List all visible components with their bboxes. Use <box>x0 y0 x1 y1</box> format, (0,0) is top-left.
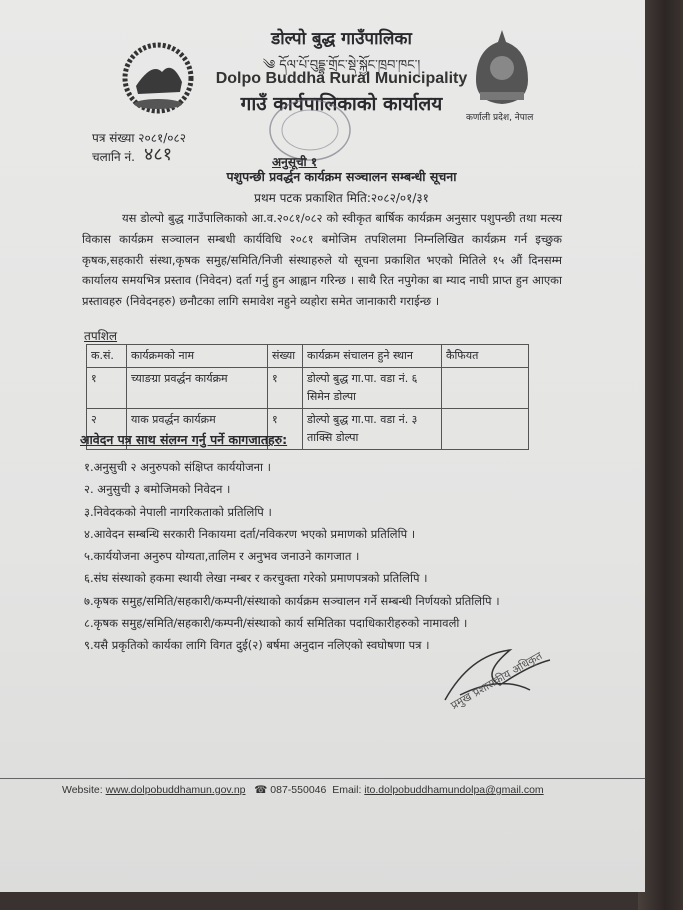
cell-remarks <box>442 409 529 450</box>
publish-date: प्रथम पटक प्रकाशित मिति:२०८२/०१/३१ <box>254 191 429 205</box>
list-item: ८.कृषक समुह/समिति/सहकारी/कम्पनी/संस्थाको कार्य समितिका पदाधिकारीहरुको नामावली । <box>84 616 468 631</box>
website-label: Website: <box>62 784 103 796</box>
footer-divider <box>0 778 645 779</box>
documents-heading: आवेदन पत्र साथ संलग्न गर्नु पर्ने कागजातहरु: <box>80 432 288 447</box>
list-item: ७.कृषक समुह/समिति/सहकारी/कम्पनी/संस्थाको कार्यक्रम सञ्चालन गर्ने सम्बन्धी निर्णयको प्रतिलिपि । <box>84 593 500 608</box>
cell-location: डोल्पो बुद्ध गा.पा. वडा नं. ६ सिमेन डोल्पा <box>303 368 442 409</box>
col-header-sn: क.सं. <box>87 345 127 368</box>
dispatch-number-label: चलानि नं. <box>92 150 135 164</box>
cell-program: च्याङग्रा प्रवर्द्धन कार्यक्रम <box>127 368 268 409</box>
details-label: तपशिल <box>84 329 118 343</box>
col-header-remarks: कैफियत <box>442 345 529 368</box>
email-link[interactable]: ito.dolpobuddhamundolpa@gmail.com <box>364 784 544 796</box>
list-item: ५.कार्ययोजना अनुरुप योग्यता,तालिम र अनुभव जनाउने कागजात । <box>84 549 360 564</box>
title-english: Dolpo Buddha Rural Municipality <box>215 70 468 87</box>
province-caption: कर्णाली प्रदेश, नेपाल <box>466 113 534 123</box>
cell-location: डोल्पो बुद्ध गा.पा. वडा नं. ३ ताक्सि डोल्पा <box>303 409 442 450</box>
cell-program: याक प्रवर्द्धन कार्यक्रम <box>127 409 268 450</box>
col-header-location: कार्यक्रम संचालन हुने स्थान <box>303 345 442 368</box>
cell-sn: २ <box>87 409 127 450</box>
municipality-logo-icon <box>472 28 532 108</box>
email-label: Email: <box>332 784 362 796</box>
list-item: ४.आवेदन सम्बन्धि सरकारी निकायमा दर्ता/नविकरण भएको प्रमाणको प्रतिलिपि । <box>84 526 416 541</box>
footer <box>62 784 544 796</box>
dispatch-number-value: ४८१ <box>144 144 173 165</box>
documents-list <box>84 460 500 661</box>
cell-remarks <box>442 368 529 409</box>
office-title: गाउँ कार्यपालिकाको कार्यालय <box>240 93 443 115</box>
title-nepali: डोल्पो बुद्ध गाउँपालिका <box>271 29 412 49</box>
phone-icon: ☎ <box>254 784 268 796</box>
cell-sn: १ <box>87 368 127 409</box>
designation-stamp: प्रमुख प्रशासकीय अधिकृत <box>448 649 545 713</box>
cell-count: १ <box>268 409 303 450</box>
list-item: ३.निवेदकको नेपाली नागरिकताको प्रतिलिपि । <box>84 504 272 519</box>
title-tibetan: ༄ དོལ་པོ་བུདྡྷ་གྲོང་སྡེ་སྐྱོང་ཁྲབ་ཁང་། <box>262 58 421 73</box>
letter-number: पत्र संख्या २०८१/०८२ <box>92 131 186 145</box>
notice-subject: पशुपन्छी प्रवर्द्धन कार्यक्रम सञ्चालन सम्बन्धी सूचना <box>226 169 457 184</box>
website-link[interactable]: www.dolpobuddhamun.gov.np <box>105 784 246 796</box>
list-item: ९.यसै प्रकृतिको कार्यका लागि विगत दुई(२) बर्षमा अनुदान नलिएको स्वघोषणा पत्र । <box>84 638 430 653</box>
list-item: ६.संघ संस्थाको हकमा स्थायी लेखा नम्बर र करचुक्ता गरेको प्रमाणपत्रको प्रतिलिपि । <box>84 571 428 586</box>
cell-count: १ <box>268 368 303 409</box>
list-item: २. अनुसुची ३ बमोजिमको निवेदन । <box>84 482 231 497</box>
table-header-row <box>87 345 529 368</box>
phone-number: 087-550046 <box>270 784 327 796</box>
annex-label: अनुसूची १ <box>272 155 318 169</box>
col-header-program: कार्यक्रमको नाम <box>127 345 268 368</box>
table-row <box>87 368 529 409</box>
notice-paragraph: यस डोल्पो बुद्ध गाउँपालिकाको आ.व.२०८१/०८२ को स्वीकृत बार्षिक कार्यक्रम अनुसार पशुपन्छी तथा मत्स्य विकास कार्यक्रम सञ्चालन सम्बधी कार्यविधि २०८१ बमोजिम तपशिलमा निम्नलिखित कार्यक्रम गर्न इच्छुक कृषक,सहकारी संस्था,कृषक समुह/समिति/निजी संस्थाहरुले यो सूचना प्रकाशित भएको मितिले १५ औं दिनसम्म कार्यालय समयभित्र प्रस्ताव (निवेदन) दर्ता गर्नु हुन आह्वान गरिन्छ । साथै रित नपुगेका बा म्याद नाघी प्राप्त हुन आएका प्रस्तावहरु (निवेदनहरु) छनौटका लागि समावेश नहुने व्यहोरा समेत जानाकारी गराईन्छ । <box>82 211 562 309</box>
list-item: १.अनुसुची २ अनुरुपको संक्षिप्त कार्ययोजना । <box>84 460 271 474</box>
col-header-count: संख्या <box>268 345 303 368</box>
